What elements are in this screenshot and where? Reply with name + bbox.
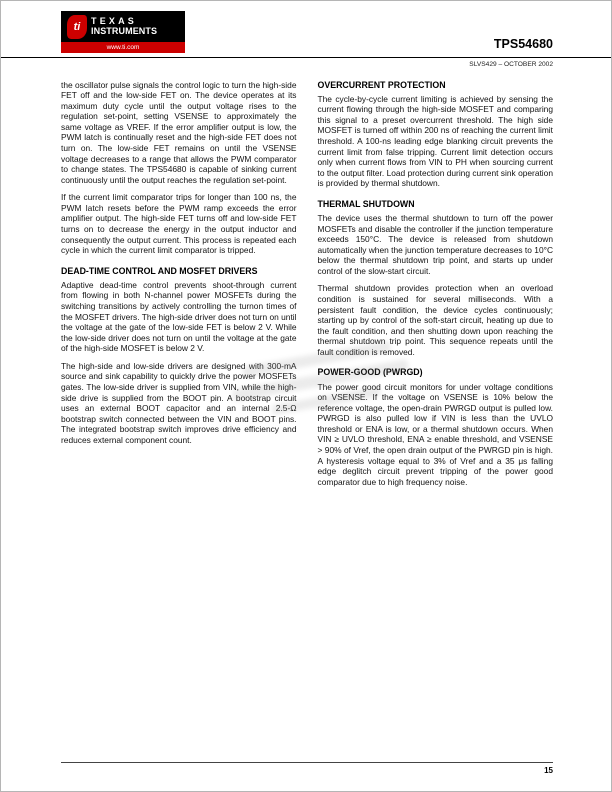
paragraph-overcurrent: The cycle-by-cycle current limiting is achieved by sensing the current flowing through the high-side MOSFET and comparing this signal to a preset overcurrent threshold. The high side MOSFET is turned off within 200 ns of reaching the current limit threshold. A 100-ns leading edge blanking circuit prevents the current limit from false tripping. Current limit detection occurs only when current flows from VIN to PH when sourcing current to the output filter. Load protection during current sink operation is provided by thermal shutdown.: [317, 93, 553, 189]
paragraph-dead-time: Adaptive dead-time control prevents shoot-through current from flowing in both N-channel power MOSFETs during the switching transitions by actively controlling the turnon times of the MOSFET drivers. The high-side driver does not turn on until the voltage at the gate of the low-side FET is below 2 V. While the low-side driver does not turn on until the voltage at the gate of the high-side MOSFET is below 2 V.: [61, 279, 297, 354]
paragraph-drivers: The high-side and low-side drivers are designed with 300-mA source and sink capability to quickly drive the power MOSFETs gates. The low-side driver is supplied from VIN, while the high-side drive is supplied from the BOOT pin. A bootstrap circuit uses an external BOOT capacitor and an internal 2.5-Ω bootstrap switch connected between the VIN and BOOT pins. The integrated bootstrap switch improves drive efficiency and reduces external component count.: [61, 360, 297, 445]
paragraph-thermal-1: The device uses the thermal shutdown to turn off the power MOSFETs and disable the controller if the junction temperature exceeds 150°C. The device is released from shutdown automatically when the junction temperature decreases to 10°C below the thermal shutdown trip point, and starts up under control of the slow-start circuit.: [317, 212, 553, 276]
heading-power-good: POWER-GOOD (PWRGD): [317, 367, 423, 378]
heading-dead-time-control: DEAD-TIME CONTROL AND MOSFET DRIVERS: [61, 265, 258, 276]
right-column: [318, 80, 554, 495]
ti-website-link[interactable]: www.ti.com: [61, 42, 185, 53]
page-number: 15: [544, 766, 553, 775]
page-footer: [61, 762, 553, 775]
ti-logo-texas: TEXAS: [91, 16, 138, 27]
paragraph-power-good: The power good circuit monitors for under voltage conditions on VSENSE. If the voltage on VSENSE is 10% below the reference voltage, the open-drain PWRGD output is pulled low. PWRGD is also pulled low if VIN is less than the UVLO threshold or ENA is low, or a thermal shutdown occurs. When VIN ≥ UVLO threshold, ENA ≥ enable threshold, and VSENSE > 90% of Vref, the open drain output of the PWRGD pin is high. A hysteresis voltage equal to 3% of Vref and a 35 μs falling edge deglitch circuit prevent tripping of the power good comparator due to high frequency noise.: [317, 381, 553, 487]
part-number: TPS54680: [493, 36, 553, 51]
heading-overcurrent-protection: OVERCURRENT PROTECTION: [317, 79, 446, 90]
footer-divider: [61, 762, 553, 763]
ti-logo-icon: ti: [67, 15, 87, 39]
paragraph-thermal-2: Thermal shutdown provides protection when an overload condition is sustained for several milliseconds. With a persistent fault condition, the device cycles continuously; starting up by control of the soft-start circuit, heating up due to the fault condition, and then shutting down upon reaching the thermal shutdown trip point. This sequence repeats until the fault condition is removed.: [317, 283, 553, 357]
ti-logo-instruments: INSTRUMENTS: [91, 26, 158, 36]
ti-logo: [61, 11, 185, 53]
ti-logo-top: [67, 15, 179, 39]
page-header: [1, 1, 611, 53]
heading-thermal-shutdown: THERMAL SHUTDOWN: [317, 198, 415, 209]
document-code: SLVS429 – OCTOBER 2002: [469, 60, 553, 68]
paragraph-current-limit: If the current limit comparator trips for longer than 100 ns, the PWM latch resets before the PWM ramp exceeds the error amplifier output. The high-side FET turns off and low-side FET turns on to decrease the energy in the output inductor and consequently the output current. This process is repeated each cycle in which the current limit comparator is tripped.: [61, 192, 297, 256]
paragraph-oscillator: the oscillator pulse signals the control logic to turn the high-side FET off and the low-side FET on. The device operates at its maximum duty cycle until the output voltage rises to the regulation set-point, setting VSENSE to approximately the same voltage as VREF. If the error amplifier output is low, the PWM latch is continually reset and the high-side FET does not turn on. The low-side FET remains on until the VSENSE voltage decreases to a range that allows the PWM comparator to change states. The TPS54680 is capable of sinking current continuously until the output reaches the regulation set-point.: [61, 79, 297, 185]
ti-logo-wordmark: [91, 17, 157, 36]
left-column: [61, 80, 297, 495]
document-body: [1, 68, 611, 495]
